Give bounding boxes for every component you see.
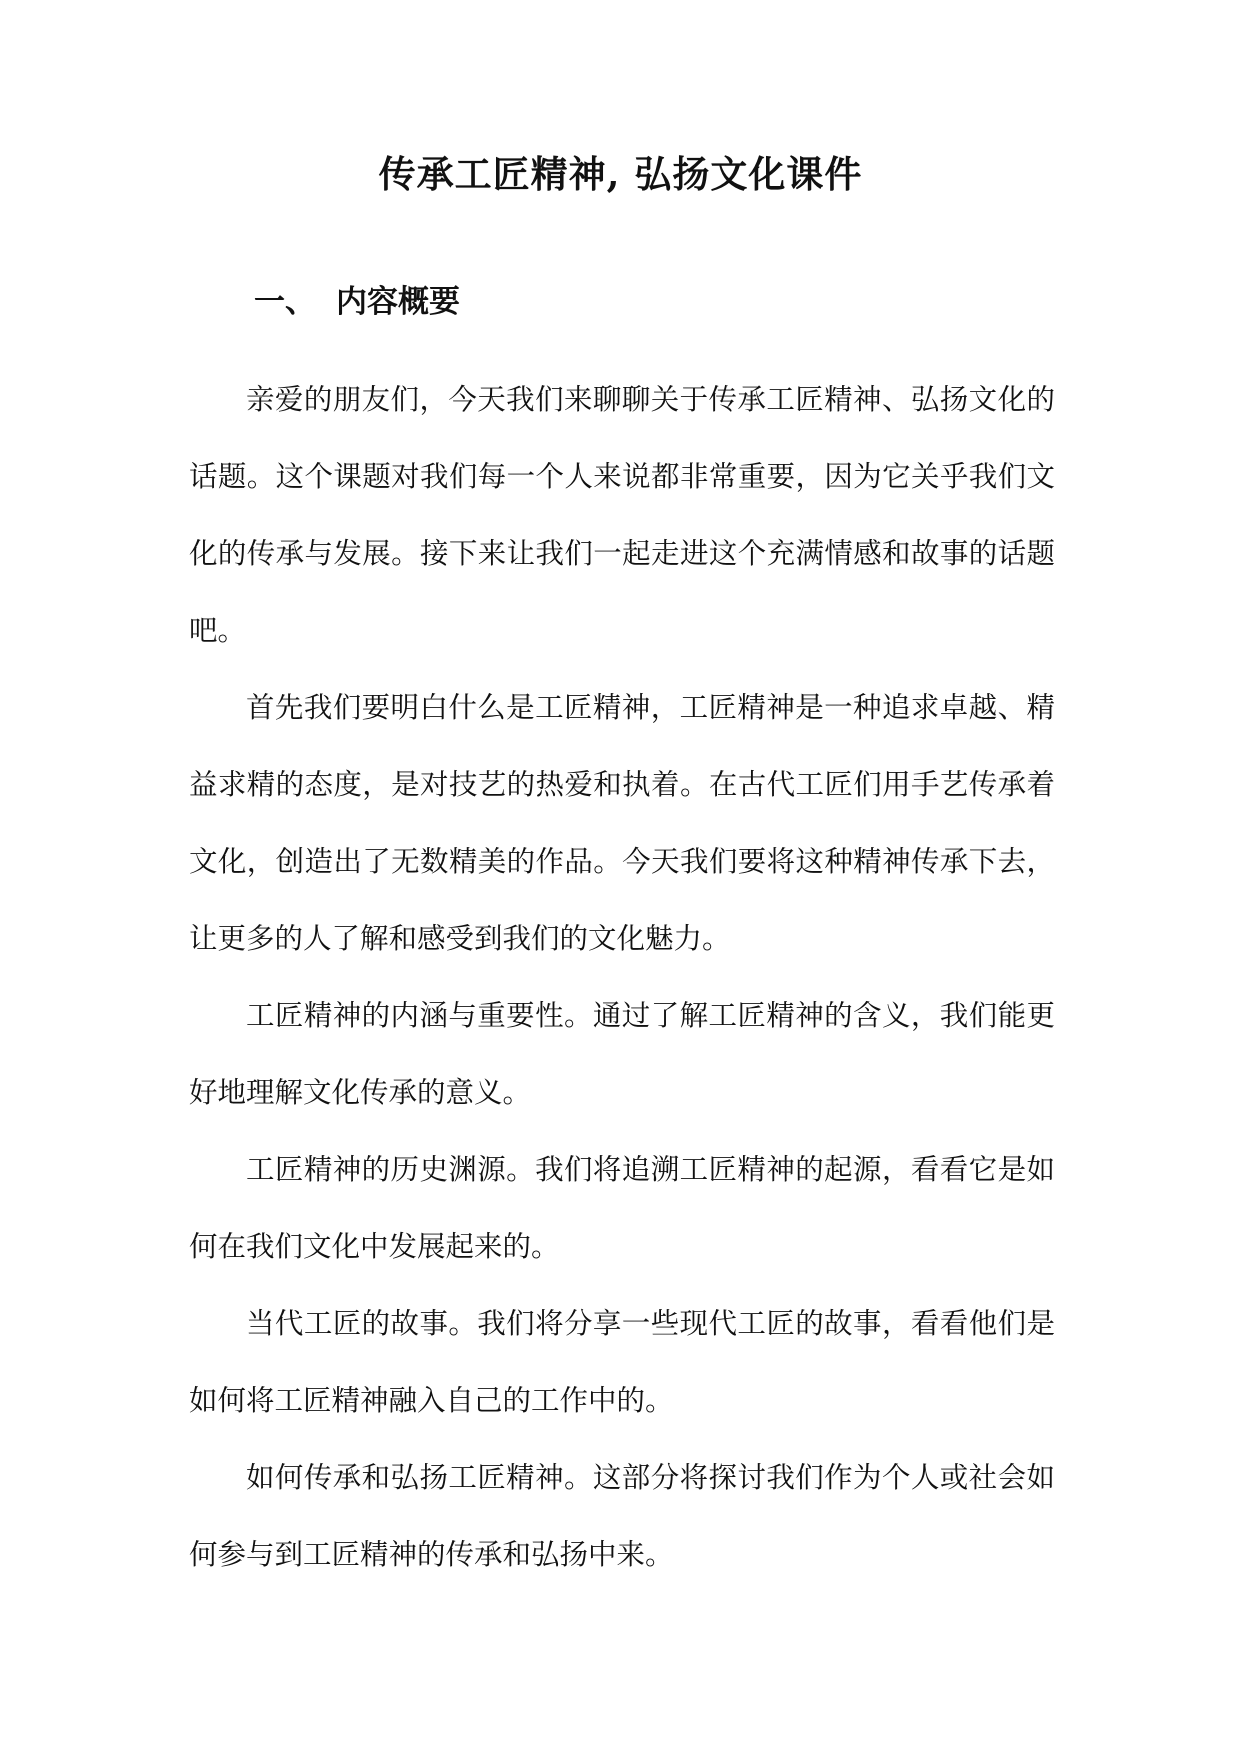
section-number: 一、: [254, 284, 316, 320]
paragraph-definition: 首先我们要明白什么是工匠精神，工匠精神是一种追求卓越、精益求精的态度，是对技艺的热爱和执着。在古代工匠们用手艺传承着文化，创造出了无数精美的作品。今天我们要将这种精神传承下去，让更多的人了解和感受到我们的文化魅力。: [189, 691, 1055, 955]
paragraph-stories: 当代工匠的故事。我们将分享一些现代工匠的故事，看看他们是如何将工匠精神融入自己的工作中的。: [189, 1307, 1055, 1417]
document-title: 传承工匠精神, 弘扬文化课件: [378, 152, 863, 196]
body-text: [189, 361, 1055, 1593]
section-heading-text: 内容概要: [336, 284, 460, 320]
section-heading: [254, 280, 460, 324]
paragraph-history: 工匠精神的历史渊源。我们将追溯工匠精神的起源，看看它是如何在我们文化中发展起来的。: [189, 1153, 1055, 1263]
paragraph-intro: 亲爱的朋友们，今天我们来聊聊关于传承工匠精神、弘扬文化的话题。这个课题对我们每一个人来说都非常重要，因为它关乎我们文化的传承与发展。接下来让我们一起走进这个充满情感和故事的话题吧。: [189, 383, 1055, 647]
paragraph-inheritance: 如何传承和弘扬工匠精神。这部分将探讨我们作为个人或社会如何参与到工匠精神的传承和弘扬中来。: [189, 1461, 1055, 1571]
paragraph-importance: 工匠精神的内涵与重要性。通过了解工匠精神的含义，我们能更好地理解文化传承的意义。: [189, 999, 1055, 1109]
